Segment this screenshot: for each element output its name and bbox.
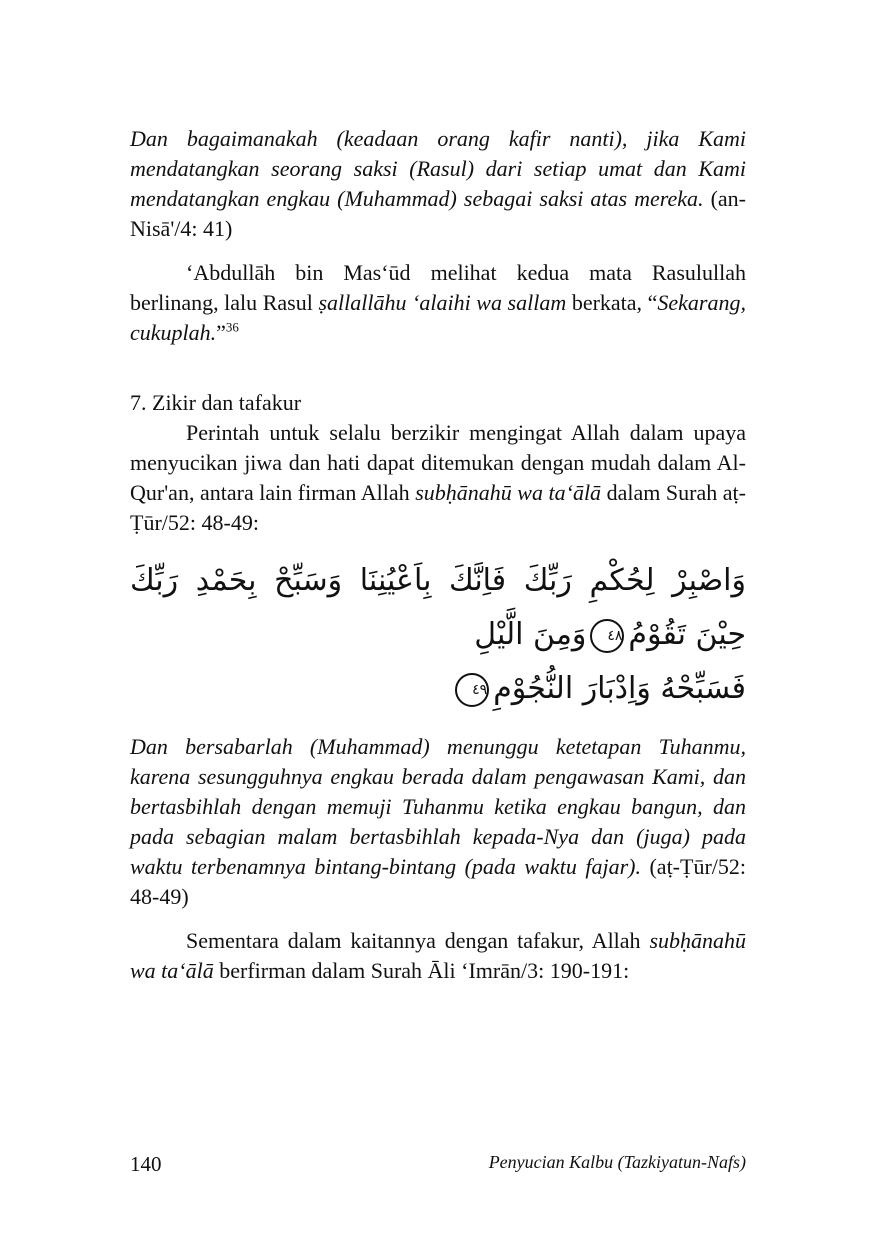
paragraph-text: Sementara dalam kaitannya dengan tafakur, Allah [186, 928, 650, 953]
page-number: 140 [130, 1152, 162, 1176]
quoted-speech: Sekarang, cukuplah. [130, 290, 746, 345]
quran-translation-an-nisa [130, 124, 746, 244]
arabic-text: فَسَبِّحْهُ وَاِدْبَارَ النُّجُوْمِ [493, 671, 746, 706]
arabic-verse-block [130, 554, 746, 716]
honorific-text: subḥānahū wa ta‘ālā [415, 480, 602, 505]
ayah-number-marker: ٤٩ [455, 673, 489, 707]
arabic-verse-line-1 [130, 554, 746, 662]
paragraph-text: berkata, “ [566, 290, 658, 315]
page-footer [130, 1152, 746, 1180]
running-title: Penyucian Kalbu (Tazkiyatun-Nafs) [488, 1152, 746, 1172]
paragraph-text: berfirman dalam Surah Āli ‘Imrān/3: 190-191: [213, 958, 630, 983]
hadith-paragraph [130, 258, 746, 348]
paragraph-text: Perintah untuk selalu berzikir mengingat Allah dalam upaya menyucikan jiwa dan hati dapat ditemukan dengan mudah dalam Al-Qur'an, antara lain firman Allah [130, 420, 746, 505]
translation-text: Dan bagaimanakah (keadaan orang kafir nanti), jika Kami mendatangkan seorang saksi (Rasul) dari setiap umat dan Kami mendatangkan engkau (Muhammad) sebagai saksi atas mereka. [130, 126, 746, 211]
verse-reference: (an-Nisā'/4: 41) [130, 186, 746, 241]
paragraph-text: ‘Abdullāh bin Mas‘ūd melihat kedua mata Rasulullah berlinang, lalu Rasul [130, 260, 746, 315]
arabic-verse-line-2 [130, 662, 746, 716]
verse-reference: (aṭ-Ṭūr/52: 48-49) [130, 854, 747, 909]
paragraph-text: ” [216, 320, 226, 345]
ayah-number-marker: ٤٨ [590, 619, 624, 653]
page-body [130, 124, 746, 986]
intro-paragraph [130, 418, 746, 538]
tafakur-paragraph [130, 926, 746, 986]
honorific-text: ṣallallāhu ‘alaihi wa sallam [318, 290, 567, 315]
translation-text: Dan bersabarlah (Muhammad) menunggu ketetapan Tuhanmu, karena sesungguhnya engkau berada dalam pengawasan Kami, dan bertasbihlah dengan memuji Tuhanmu ketika engkau bangun, dan pada sebagian malam bertasbihlah kepada-Nya dan (juga) pada waktu terbenamnya bintang-bintang (pada waktu fajar). [130, 734, 746, 879]
section-heading: 7. Zikir dan tafakur [130, 390, 302, 415]
honorific-text: subḥānahū wa ta‘ālā [130, 928, 746, 983]
paragraph-text: dalam Surah aṭ-Ṭūr/52: 48-49: [130, 480, 746, 535]
quran-translation-at-tur [130, 732, 746, 912]
arabic-text: وَاصْبِرْ لِحُكْمِ رَبِّكَ فَاِنَّكَ بِاَعْيُنِنَا وَسَبِّحْ بِحَمْدِ رَبِّكَ حِيْنَ تَقُوْمُ [130, 563, 746, 652]
arabic-text: وَمِنَ الَّيْلِ [474, 617, 587, 652]
footnote-marker: 36 [225, 319, 239, 335]
